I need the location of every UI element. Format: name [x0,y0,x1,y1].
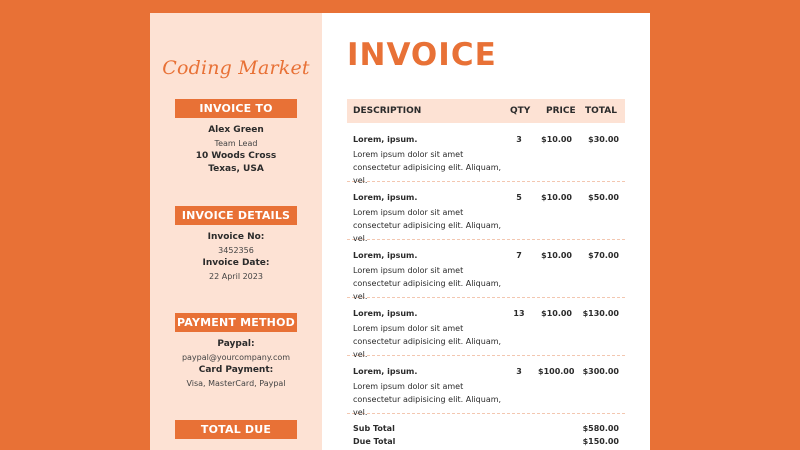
invoice-details-heading: INVOICE DETAILS [175,206,297,225]
item-description: Lorem ipsum dolor sit amet consectetur adipisicing elit. Aliquam, vel. [353,382,502,417]
total-due-heading: TOTAL DUE [175,420,297,439]
card-payment-value: Visa, MasterCard, Paypal [186,379,286,388]
item-qty: 3 [516,367,522,376]
item-title: Lorem, ipsum. [353,367,418,376]
invoice-sheet [150,13,650,450]
payment-method-block [150,338,322,390]
invoice-title: INVOICE [347,37,497,73]
item-qty: 5 [516,193,522,202]
client-role: Team Lead [214,139,258,148]
col-description: DESCRIPTION [353,106,422,116]
item-qty: 7 [516,251,522,260]
table-row [347,356,625,417]
item-total: $70.00 [588,251,619,260]
client-address-line1: 10 Woods Cross [195,151,277,161]
sub-total-label: Sub Total [353,424,395,433]
payment-method-heading: PAYMENT METHOD [175,313,297,332]
col-total: TOTAL [585,106,617,116]
item-qty: 3 [516,135,522,144]
item-title: Lorem, ipsum. [353,135,418,144]
col-qty: QTY [510,106,531,116]
item-total: $300.00 [582,367,619,376]
table-row [347,124,625,185]
invoice-to-block [150,124,322,176]
invoice-date-value: 22 April 2023 [209,272,263,281]
table-row [347,182,625,243]
col-price: PRICE [546,106,576,116]
item-price: $10.00 [541,309,572,318]
invoice-details-block [150,231,322,283]
item-title: Lorem, ipsum. [353,309,418,318]
invoice-sidebar [150,13,322,450]
table-row [347,298,625,359]
item-description: Lorem ipsum dolor sit amet consectetur adipisicing elit. Aliquam, vel. [353,208,502,243]
table-row [347,240,625,301]
item-price: $10.00 [541,251,572,260]
item-price: $100.00 [538,367,575,376]
card-payment-label: Card Payment: [198,365,274,375]
item-total: $130.00 [582,309,619,318]
paypal-value: paypal@yourcompany.com [181,353,291,362]
client-name: Alex Green [208,125,264,135]
item-title: Lorem, ipsum. [353,251,418,260]
invoice-number-value: 3452356 [218,246,254,255]
invoice-number-label: Invoice No: [207,232,265,242]
item-qty: 13 [513,309,525,318]
brand-logo-text: Coding Market [162,57,310,79]
invoice-date-label: Invoice Date: [202,258,270,268]
sub-total-value: $580.00 [582,424,619,433]
paypal-label: Paypal: [217,339,255,349]
item-price: $10.00 [541,193,572,202]
items-table-header [347,99,625,123]
item-description: Lorem ipsum dolor sit amet consectetur adipisicing elit. Aliquam, vel. [353,150,502,185]
due-total-value: $150.00 [582,437,619,446]
item-description: Lorem ipsum dolor sit amet consectetur adipisicing elit. Aliquam, vel. [353,324,502,359]
item-description: Lorem ipsum dolor sit amet consectetur adipisicing elit. Aliquam, vel. [353,266,502,301]
item-total: $50.00 [588,193,619,202]
invoice-to-heading: INVOICE TO [175,99,297,118]
item-title: Lorem, ipsum. [353,193,418,202]
item-total: $30.00 [588,135,619,144]
client-address-line2: Texas, USA [208,164,264,174]
item-price: $10.00 [541,135,572,144]
due-total-label: Due Total [353,437,396,446]
